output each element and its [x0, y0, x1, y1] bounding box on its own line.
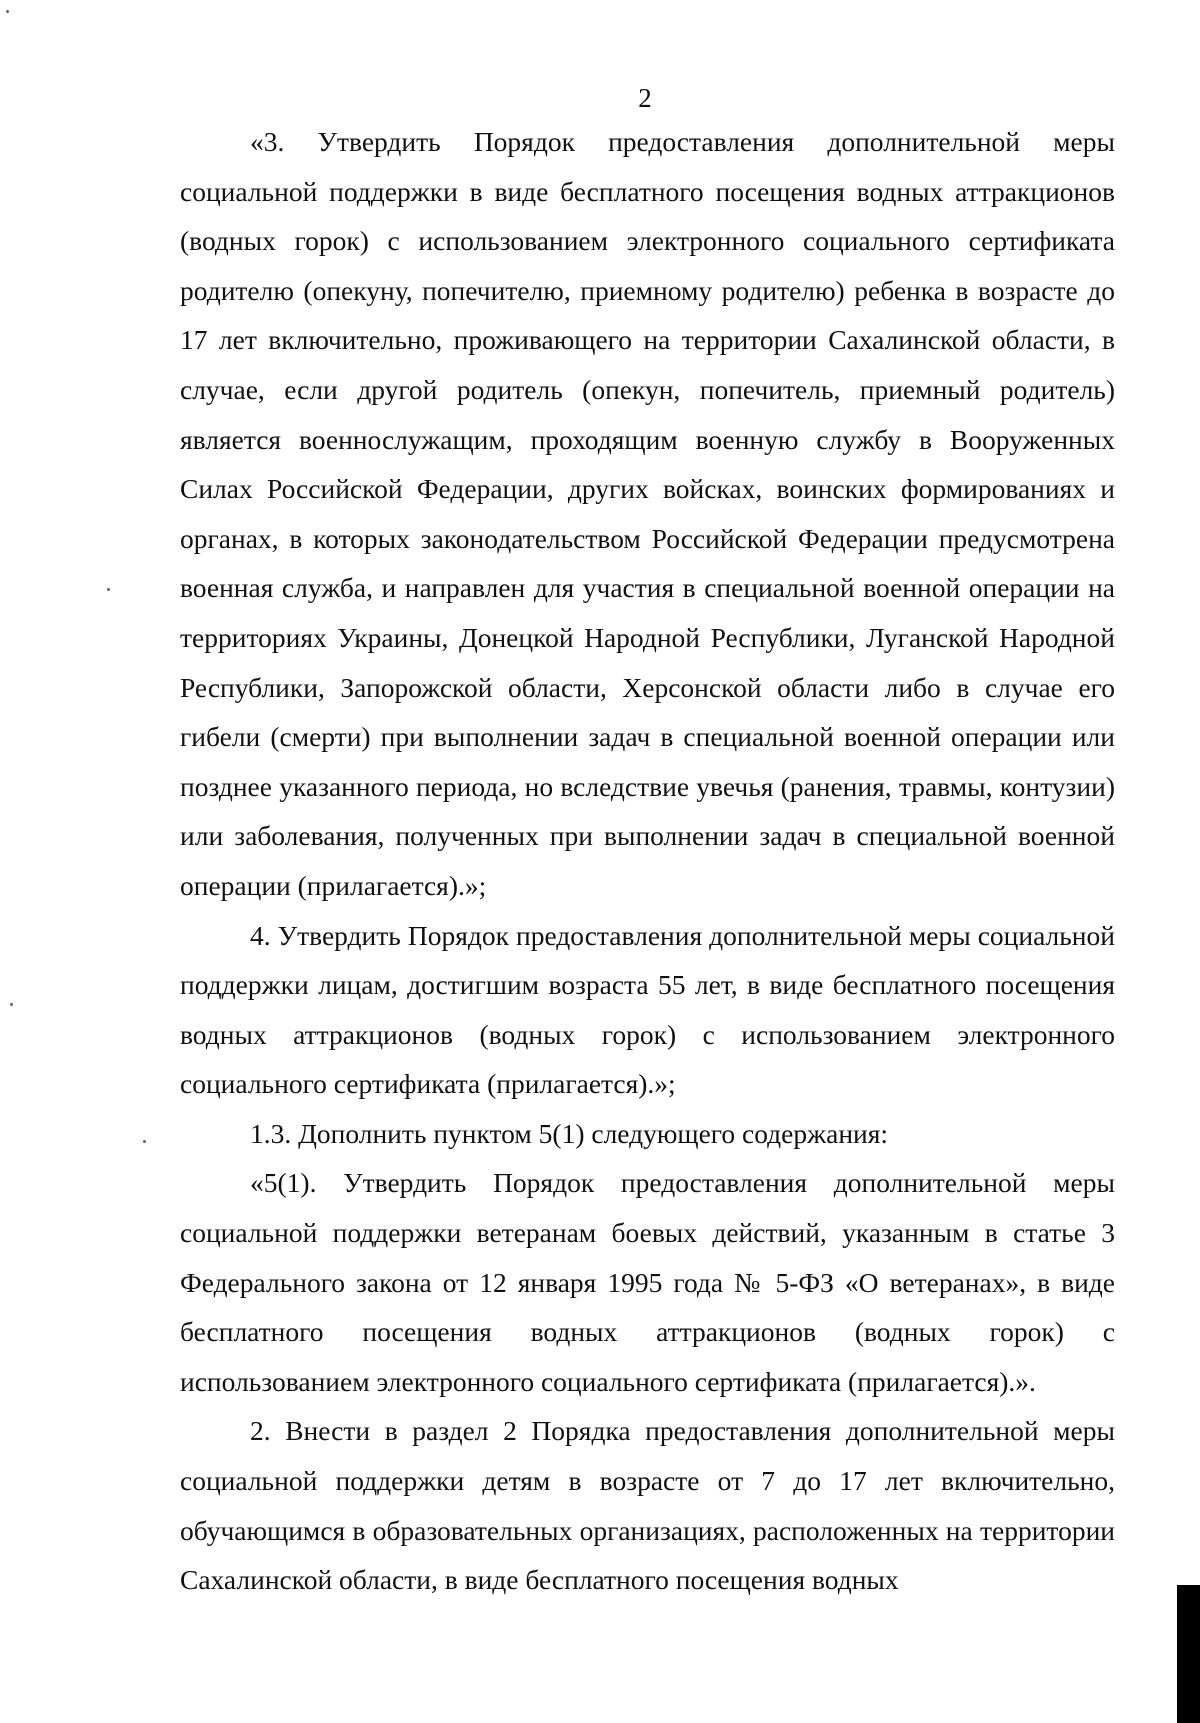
paragraph-item-5-1: «5(1). Утвердить Порядок предоставления дополнительной меры социальной поддержки ветеранам боевых действий, указанным в статье 3 Федерального закона от 12 января 1995 года № 5-ФЗ «О ветеранах», в виде бесплатного посещения водных аттракционов (водных горок) с использованием электронного социального сертификата (прилагается).». [180, 1167, 1115, 1397]
scan-speck [143, 1140, 146, 1143]
paragraph-item-3: «3. Утвердить Порядок предоставления дополнительной меры социальной поддержки в виде бесплатного посещения водных аттракционов (водных горок) с использованием электронного социального сертификата родителю (опекуну, попечителю, приемному родителю) ребенка в возрасте до 17 лет включительно, проживающего на территории Сахалинской области, в случае, если другой родитель (опекун, попечитель, приемный родитель) является военнослужащим, проходящим военную службу в Вооруженных Силах Российской Федерации, других войсках, воинских формированиях и органах, в которых законодательством Российской Федерации предусмотрена военная служба, и направлен для участия в специальной военной операции на территориях Украины, Донецкой Народной Республики, Луганской Народной Республики, Запорожской области, Херсонской области либо в случае его гибели (смерти) при выполнении задач в специальной военной операции или позднее указанного периода, но вследствие увечья (ранения, травмы, контузии) или заболевания, полученных при выполнении задач в специальной военной операции (прилагается).»; [180, 126, 1115, 901]
page-number: 2 [638, 83, 652, 113]
scan-speck [10, 1003, 13, 1006]
paragraph-2: 2. Внести в раздел 2 Порядка предоставления дополнительной меры социальной поддержки детям в возрасте от 7 до 17 лет включительно, обучающимся в образовательных организациях, расположенных на территории Сахалинской области, в виде бесплатного посещения водных [180, 1415, 1115, 1596]
scan-speck [6, 10, 9, 13]
paragraph-1-3: 1.3. Дополнить пунктом 5(1) следующего содержания: [250, 1117, 889, 1149]
document-body [180, 117, 1115, 1605]
paragraph-item-4: 4. Утвердить Порядок предоставления дополнительной меры социальной поддержки лицам, достигшим возраста 55 лет, в виде бесплатного посещения водных аттракционов (водных горок) с использованием электронного социального сертификата (прилагается).»; [180, 919, 1115, 1100]
scan-speck [107, 588, 110, 591]
scan-edge-mark [1177, 1585, 1200, 1723]
